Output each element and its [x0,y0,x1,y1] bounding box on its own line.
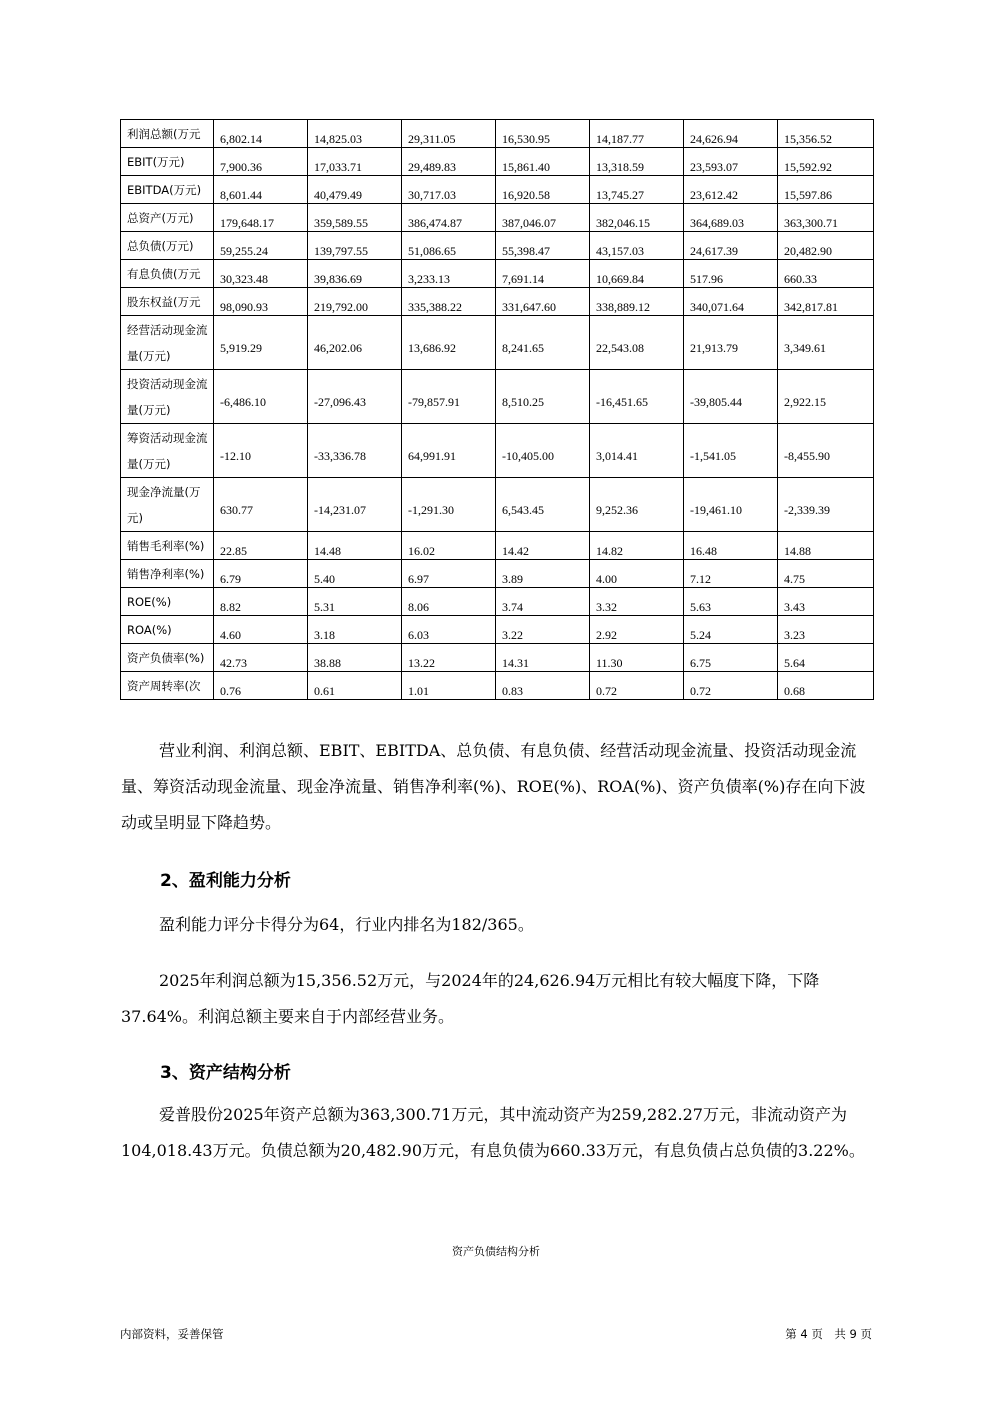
table-row [121,370,874,424]
row-label: 资产负债率(%) [121,644,214,672]
table-cell [308,424,402,478]
profitability-score-paragraph [121,907,873,943]
cell-value: 22,543.08 [596,341,644,355]
trend-summary-text: 营业利润、利润总额、EBIT、EBITDA、总负债、有息负债、经营活动现金流量、投资活动现金流量、筹资活动现金流量、现金净流量、销售净利率(%)、ROE(%)、ROA(%)、资产负债率(%)存在向下波动或呈明显下降趋势。 [121,741,866,832]
cell-value: 139,797.55 [314,244,368,258]
cell-value: 8.06 [408,600,429,614]
cell-value: 3.89 [502,572,523,586]
cell-value: 0.68 [784,684,805,698]
cell-value: -79,857.91 [408,395,460,409]
table-cell [590,560,684,588]
cell-value: 2,922.15 [784,395,826,409]
table-cell [590,176,684,204]
cell-value: 2.92 [596,628,617,642]
table-cell [684,288,778,316]
table-cell [684,204,778,232]
asset-structure-text: 爱普股份2025年资产总额为363,300.71万元，其中流动资产为259,282.27万元，非流动资产为104,018.43万元。负债总额为20,482.90万元，有息负债为660.33万元，有息负债占总负债的3.22%。 [121,1105,865,1160]
table-cell [590,370,684,424]
cell-value: 13.22 [408,656,435,670]
cell-value: 14,187.77 [596,132,644,146]
table-cell [590,644,684,672]
cell-value: 5.24 [690,628,711,642]
table-cell [684,532,778,560]
table-cell [590,260,684,288]
cell-value: 23,593.07 [690,160,738,174]
table-cell [214,370,308,424]
table-cell [684,672,778,700]
cell-value: 14.82 [596,544,623,558]
row-label: 经营活动现金流量(万元) [121,316,214,370]
cell-value: 40,479.49 [314,188,362,202]
table-cell [402,588,496,616]
cell-value: 43,157.03 [596,244,644,258]
cell-value: 5.40 [314,572,335,586]
table-cell [308,560,402,588]
table-cell [684,120,778,148]
table-cell [402,532,496,560]
cell-value: 338,889.12 [596,300,650,314]
cell-value: -14,231.07 [314,503,366,517]
table-cell [214,148,308,176]
cell-value: 3.22 [502,628,523,642]
row-label: ROA(%) [121,616,214,644]
table-cell [214,316,308,370]
table-cell [590,288,684,316]
table-row [121,120,874,148]
table-cell [590,232,684,260]
cell-value: 8,510.25 [502,395,544,409]
profit-total-paragraph [121,963,873,1035]
asset-structure-paragraph [121,1097,873,1169]
cell-value: 14.88 [784,544,811,558]
cell-value: 364,689.03 [690,216,744,230]
cell-value: 1.01 [408,684,429,698]
table-cell [402,560,496,588]
cell-value: 38.88 [314,656,341,670]
table-cell [590,148,684,176]
cell-value: 382,046.15 [596,216,650,230]
table-cell [778,148,874,176]
cell-value: 16.48 [690,544,717,558]
cell-value: 14.48 [314,544,341,558]
table-cell [590,204,684,232]
cell-value: 3.18 [314,628,335,642]
table-cell [402,370,496,424]
cell-value: 660.33 [784,272,817,286]
cell-value: 335,388.22 [408,300,462,314]
table-cell [308,148,402,176]
table-cell [402,176,496,204]
footer-page-number: 第 4 页 共 9 页 [785,1327,872,1341]
cell-value: 7,691.14 [502,272,544,286]
cell-value: 29,489.83 [408,160,456,174]
table-row [121,644,874,672]
cell-value: 13,686.92 [408,341,456,355]
table-row [121,424,874,478]
table-cell [778,204,874,232]
cell-value: 3,349.61 [784,341,826,355]
table-cell [778,424,874,478]
table-cell [496,204,590,232]
cell-value: 3,233.13 [408,272,450,286]
table-row [121,204,874,232]
table-cell [308,176,402,204]
row-label: ROE(%) [121,588,214,616]
cell-value: 387,046.07 [502,216,556,230]
table-cell [496,316,590,370]
cell-value: 16,530.95 [502,132,550,146]
table-cell [402,478,496,532]
table-cell [590,532,684,560]
cell-value: 64,991.91 [408,449,456,463]
cell-value: 5.31 [314,600,335,614]
cell-value: 46,202.06 [314,341,362,355]
table-cell [590,616,684,644]
cell-value: 24,626.94 [690,132,738,146]
cell-value: 13,318.59 [596,160,644,174]
cell-value: 340,071.64 [690,300,744,314]
profit-total-text: 2025年利润总额为15,356.52万元，与2024年的24,626.94万元相比有较大幅度下降，下降37.64%。利润总额主要来自于内部经营业务。 [121,971,820,1026]
table-cell [402,644,496,672]
table-cell [496,260,590,288]
table-cell [402,260,496,288]
table-row [121,148,874,176]
table-cell [778,288,874,316]
cell-value: 6.97 [408,572,429,586]
footer-left: 内部资料，妥善保管 [120,1327,224,1341]
cell-value: 517.96 [690,272,723,286]
cell-value: 0.61 [314,684,335,698]
row-label: 利润总额(万元 [121,120,214,148]
trend-summary-paragraph [121,733,873,841]
table-cell [778,672,874,700]
table-cell [214,424,308,478]
section-heading-asset-structure: 3、资产结构分析 [160,1063,291,1083]
table-cell [214,232,308,260]
row-label: 有息负债(万元 [121,260,214,288]
table-cell [590,120,684,148]
cell-value: 7.12 [690,572,711,586]
cell-value: 630.77 [220,503,253,517]
table-cell [496,232,590,260]
cell-value: 5.64 [784,656,805,670]
cell-value: 22.85 [220,544,247,558]
cell-value: 3.23 [784,628,805,642]
table-cell [496,120,590,148]
cell-value: 13,745.27 [596,188,644,202]
cell-value: 7,900.36 [220,160,262,174]
cell-value: 16.02 [408,544,435,558]
cell-value: 24,617.39 [690,244,738,258]
profitability-score-text: 盈利能力评分卡得分为64，行业内排名为182/365。 [159,915,534,934]
cell-value: 21,913.79 [690,341,738,355]
table-cell [684,588,778,616]
cell-value: -10,405.00 [502,449,554,463]
table-cell [496,176,590,204]
table-cell [496,672,590,700]
table-cell [778,644,874,672]
cell-value: 342,817.81 [784,300,838,314]
table-cell [214,532,308,560]
table-cell [214,672,308,700]
row-label: 总资产(万元) [121,204,214,232]
table-cell [214,644,308,672]
table-cell [214,478,308,532]
cell-value: 179,648.17 [220,216,274,230]
table-cell [214,176,308,204]
chart-caption: 资产负债结构分析 [452,1245,540,1258]
table-cell [684,316,778,370]
table-cell [308,288,402,316]
table-cell [402,288,496,316]
table-row [121,316,874,370]
cell-value: 3.74 [502,600,523,614]
cell-value: 0.72 [596,684,617,698]
cell-value: 20,482.90 [784,244,832,258]
table-cell [684,260,778,288]
section-heading-profitability: 2、盈利能力分析 [160,871,291,891]
cell-value: 8.82 [220,600,241,614]
table-cell [308,616,402,644]
cell-value: 15,597.86 [784,188,832,202]
table-cell [402,148,496,176]
cell-value: 14.31 [502,656,529,670]
cell-value: 59,255.24 [220,244,268,258]
table-cell [496,478,590,532]
table-cell [778,316,874,370]
cell-value: 4.00 [596,572,617,586]
table-cell [402,232,496,260]
table-cell [214,260,308,288]
table-cell [402,424,496,478]
cell-value: 0.72 [690,684,711,698]
cell-value: 4.75 [784,572,805,586]
table-cell [778,260,874,288]
table-cell [778,370,874,424]
table-cell [402,120,496,148]
table-row [121,616,874,644]
table-cell [590,478,684,532]
cell-value: -19,461.10 [690,503,742,517]
table-cell [496,370,590,424]
cell-value: -27,096.43 [314,395,366,409]
table-cell [496,148,590,176]
table-cell [496,288,590,316]
cell-value: 42.73 [220,656,247,670]
table-cell [214,288,308,316]
table-row [121,532,874,560]
cell-value: 51,086.65 [408,244,456,258]
cell-value: 6,543.45 [502,503,544,517]
cell-value: 3,014.41 [596,449,638,463]
cell-value: -8,455.90 [784,449,830,463]
table-cell [214,204,308,232]
cell-value: -12.10 [220,449,251,463]
table-cell [778,616,874,644]
table-cell [590,588,684,616]
table-cell [778,588,874,616]
table-cell [590,672,684,700]
table-cell [308,532,402,560]
cell-value: 359,589.55 [314,216,368,230]
table-cell [590,316,684,370]
table-cell [308,260,402,288]
table-cell [308,316,402,370]
table-row [121,176,874,204]
cell-value: -6,486.10 [220,395,266,409]
table-row [121,588,874,616]
table-cell [308,588,402,616]
financial-indicator-table [120,119,874,700]
row-label: 资产周转率(次 [121,672,214,700]
cell-value: 5.63 [690,600,711,614]
cell-value: -1,541.05 [690,449,736,463]
row-label: 总负债(万元) [121,232,214,260]
table-cell [684,616,778,644]
cell-value: 0.83 [502,684,523,698]
table-cell [214,120,308,148]
cell-value: 29,311.05 [408,132,456,146]
table-cell [684,370,778,424]
row-label: EBIT(万元) [121,148,214,176]
row-label: 筹资活动现金流量(万元) [121,424,214,478]
cell-value: 4.60 [220,628,241,642]
cell-value: 15,356.52 [784,132,832,146]
cell-value: 6,802.14 [220,132,262,146]
table-row [121,560,874,588]
table-cell [684,560,778,588]
cell-value: -2,339.39 [784,503,830,517]
table-cell [684,232,778,260]
cell-value: 11.30 [596,656,623,670]
cell-value: 363,300.71 [784,216,838,230]
row-label: EBITDA(万元) [121,176,214,204]
table-row [121,260,874,288]
cell-value: 98,090.93 [220,300,268,314]
table-cell [778,560,874,588]
cell-value: 17,033.71 [314,160,362,174]
table-cell [308,232,402,260]
table-cell [214,616,308,644]
row-label: 股东权益(万元 [121,288,214,316]
cell-value: 30,717.03 [408,188,456,202]
table-cell [496,560,590,588]
table-cell [402,316,496,370]
cell-value: -1,291.30 [408,503,454,517]
table-cell [308,204,402,232]
cell-value: 10,669.84 [596,272,644,286]
row-label: 现金净流量(万元) [121,478,214,532]
cell-value: 9,252.36 [596,503,638,517]
cell-value: 15,861.40 [502,160,550,174]
cell-value: 219,792.00 [314,300,368,314]
cell-value: 8,601.44 [220,188,262,202]
table-cell [684,644,778,672]
cell-value: 30,323.48 [220,272,268,286]
cell-value: 16,920.58 [502,188,550,202]
table-cell [214,588,308,616]
table-cell [778,532,874,560]
row-label: 销售净利率(%) [121,560,214,588]
table-cell [402,616,496,644]
table-cell [496,424,590,478]
table-cell [496,588,590,616]
cell-value: 6.79 [220,572,241,586]
table-cell [308,672,402,700]
cell-value: 15,592.92 [784,160,832,174]
table-cell [778,478,874,532]
cell-value: 14.42 [502,544,529,558]
table-row [121,478,874,532]
table-cell [308,478,402,532]
table-cell [778,232,874,260]
cell-value: 8,241.65 [502,341,544,355]
table-cell [402,672,496,700]
table-cell [308,644,402,672]
cell-value: 23,612.42 [690,188,738,202]
cell-value: 55,398.47 [502,244,550,258]
table-cell [778,120,874,148]
cell-value: 5,919.29 [220,341,262,355]
table-row [121,672,874,700]
table-row [121,288,874,316]
cell-value: 331,647.60 [502,300,556,314]
table-cell [590,424,684,478]
table-cell [684,424,778,478]
table-cell [308,120,402,148]
cell-value: 386,474.87 [408,216,462,230]
row-label: 投资活动现金流量(万元) [121,370,214,424]
table-row [121,232,874,260]
table-cell [308,370,402,424]
cell-value: 14,825.03 [314,132,362,146]
cell-value: -33,336.78 [314,449,366,463]
table-cell [402,204,496,232]
table-cell [496,532,590,560]
cell-value: 3.32 [596,600,617,614]
table-cell [684,176,778,204]
table-cell [214,560,308,588]
table-cell [684,148,778,176]
table-cell [496,616,590,644]
cell-value: 3.43 [784,600,805,614]
cell-value: 6.75 [690,656,711,670]
row-label: 销售毛利率(%) [121,532,214,560]
cell-value: -16,451.65 [596,395,648,409]
cell-value: -39,805.44 [690,395,742,409]
cell-value: 6.03 [408,628,429,642]
table-cell [684,478,778,532]
cell-value: 39,836.69 [314,272,362,286]
cell-value: 0.76 [220,684,241,698]
table-cell [496,644,590,672]
table-cell [778,176,874,204]
